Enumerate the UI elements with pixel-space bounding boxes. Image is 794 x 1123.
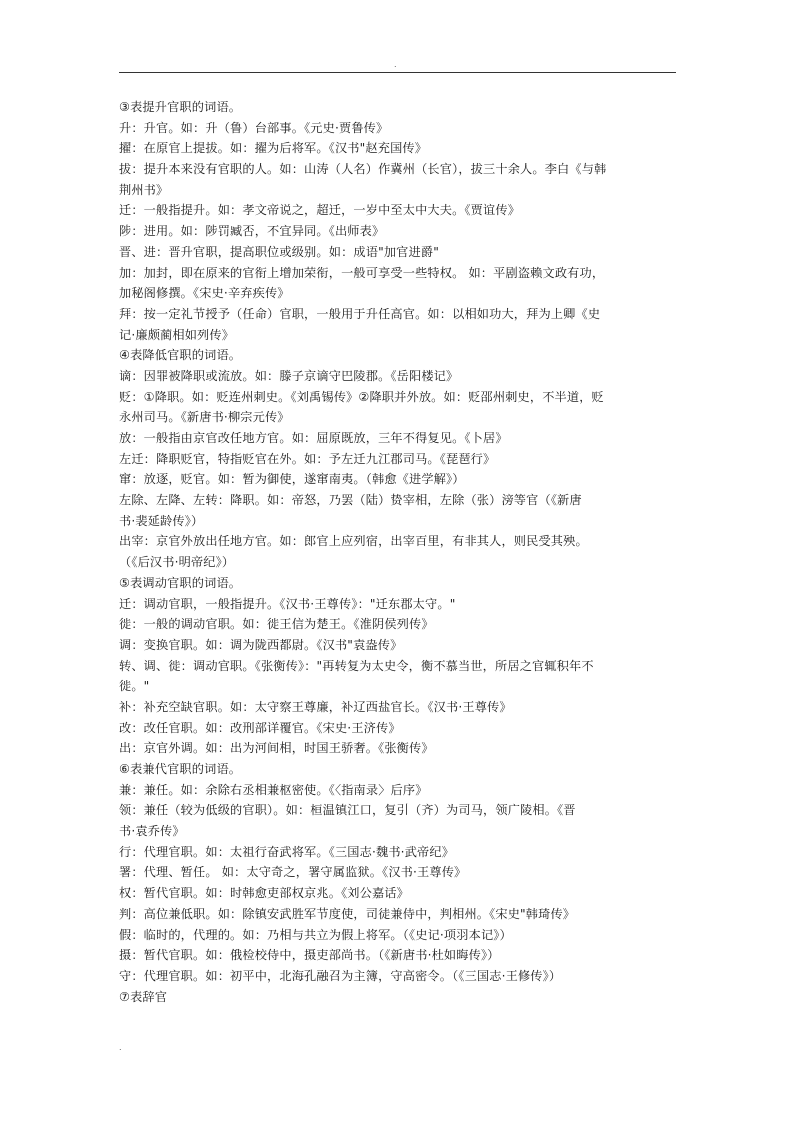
text-line: 出宰：京官外放出任地方官。如：郎官上应列宿，出宰百里，有非其人，则民受其殃。 (119, 534, 588, 549)
section-heading: ⑥表兼代官职的词语。 (119, 762, 242, 776)
text-line: 补：补充空缺官职。如：太守察王尊廉，补辽西盐官长。《汉书·王尊传》 (119, 699, 512, 714)
section-heading: ③表提升官职的词语。 (119, 100, 242, 114)
text-line: 书·裴延龄传》） (119, 513, 204, 528)
section-heading: ⑦表辞官 (119, 989, 168, 1004)
text-line: 永州司马。《新唐书·柳宗元传》 (119, 410, 290, 425)
document-body (119, 97, 677, 1007)
header-rule (119, 72, 676, 73)
text-line: 迁：调动官职，一般指提升。《汉书·王尊传》："迁东郡太守。" (119, 596, 456, 611)
text-line: 摄：暂代官职。如：俄检校侍中，摄吏部尚书。（《新唐书·杜如晦传》） (119, 948, 500, 963)
text-line: （《后汉书·明帝纪》） (119, 555, 235, 570)
text-line: 转、调、徙：调动官职。《张衡传》："再转复为太史令，衡不慕当世，所居之官辄积年不 (119, 658, 594, 673)
text-line: 陟：进用。如：陟罚臧否，不宜异同。《出师表》 (119, 224, 385, 239)
text-line: 晋、进：晋升官职，提高职位或级别。如：成语"加官进爵" (119, 244, 439, 259)
text-line: 左迁：降职贬官，特指贬官在外。如：予左迁九江郡司马。《琵琶行》 (119, 451, 496, 466)
text-line: 放：一般指由京官改任地方官。如：屈原既放，三年不得复见。《卜居》 (119, 431, 508, 445)
text-line: 改：改任官职。如：改刑部详覆官。《宋史·王济传》 (119, 720, 401, 735)
text-line: 领：兼任（较为低级的官职）。如：桓温镇江口，复引（齐）为司马，领广陵相。《晋 (119, 803, 576, 818)
text-line: 拔：提升本来没有官职的人。如：山涛（人名）作冀州（长官），拔三十余人。李白《与韩 (119, 162, 607, 177)
section-heading: ④表降低官职的词语。 (119, 348, 242, 363)
text-line: 行：代理官职。如：太祖行奋武将军。《三国志·魏书·武帝纪》 (119, 844, 455, 859)
page-marker-top: . (394, 60, 397, 69)
text-line: 贬：①降职。如：贬连州刺史。《刘禹锡传》②降职并外放。如：贬邵州刺史，不半道，贬 (119, 389, 604, 404)
text-line: 出：京官外调。如：出为河间相，时国王骄奢。《张衡传》 (119, 741, 434, 756)
text-line: 徙。" (119, 679, 150, 694)
text-line: 记·廉颇蔺相如列传》 (119, 327, 235, 342)
text-line: 左除、左降、左转：降职。如：帝怒，乃罢（陆）贽宰相，左除（张）滂等官（《新唐 (119, 493, 582, 508)
text-line: 谪：因罪被降职或流放。如：滕子京谪守巴陵郡。《岳阳楼记》 (119, 368, 459, 383)
text-line: 判：高位兼低职。如：除镇安武胜军节度使，司徒兼侍中，判相州。《宋史"韩琦传》 (119, 906, 576, 921)
text-line: 调：变换官职。如：调为陇西都尉。《汉书"袁盎传》 (119, 637, 403, 652)
section-heading: ⑤表调动官职的词语。 (119, 575, 242, 590)
text-line: 升：升官。如：升（鲁）台部事。《元史·贾鲁传》 (119, 120, 389, 135)
text-line: 徙：一般的调动官职。如：徙王信为楚王。《淮阴侯列传》 (119, 617, 434, 632)
text-line: 窜：放逐，贬官。如：暂为御使，遂窜南夷。（韩愈《进学解》） (119, 472, 465, 487)
text-line: 荆州书》 (119, 182, 169, 197)
text-line: 擢：在原官上提拔。如：擢为后将军。《汉书"赵充国传》 (119, 141, 428, 156)
page-marker-bottom: . (119, 1043, 122, 1052)
text-line: 兼：兼任。如：余除右丞相兼枢密使。《〈指南录〉后序》 (119, 782, 428, 797)
text-line: 署：代理、暂任。 如：太守奇之，署守属监狱。《汉书·王尊传》 (119, 865, 467, 880)
text-line: 守：代理官职。如：初平中，北海孔融召为主簿，守高密令。（《三国志·王修传》） (119, 968, 562, 983)
text-line: 权：暂代官职。如：时韩愈吏部权京兆。《刘公嘉话》 (119, 886, 409, 901)
text-line: 拜：按一定礼节授予（任命）官职，一般用于升任高官。如：以相如功大，拜为上卿《史 (119, 306, 601, 321)
text-line: 迁：一般指提升。如：孝文帝说之，超迁，一岁中至太中大夫。《贾谊传》 (119, 203, 521, 218)
text-line: 书·袁乔传》 (119, 824, 185, 839)
text-line: 加：加封，即在原来的官衔上增加荣衔，一般可享受一些特权。 如：平剧盗赖文政有功， (119, 265, 605, 280)
text-line: 假：临时的，代理的。如：乃相与共立为假上将军。（《史记·项羽本记》） (119, 927, 512, 942)
text-line: 加秘阁修撰。《宋史·辛弃疾传》 (119, 286, 290, 301)
